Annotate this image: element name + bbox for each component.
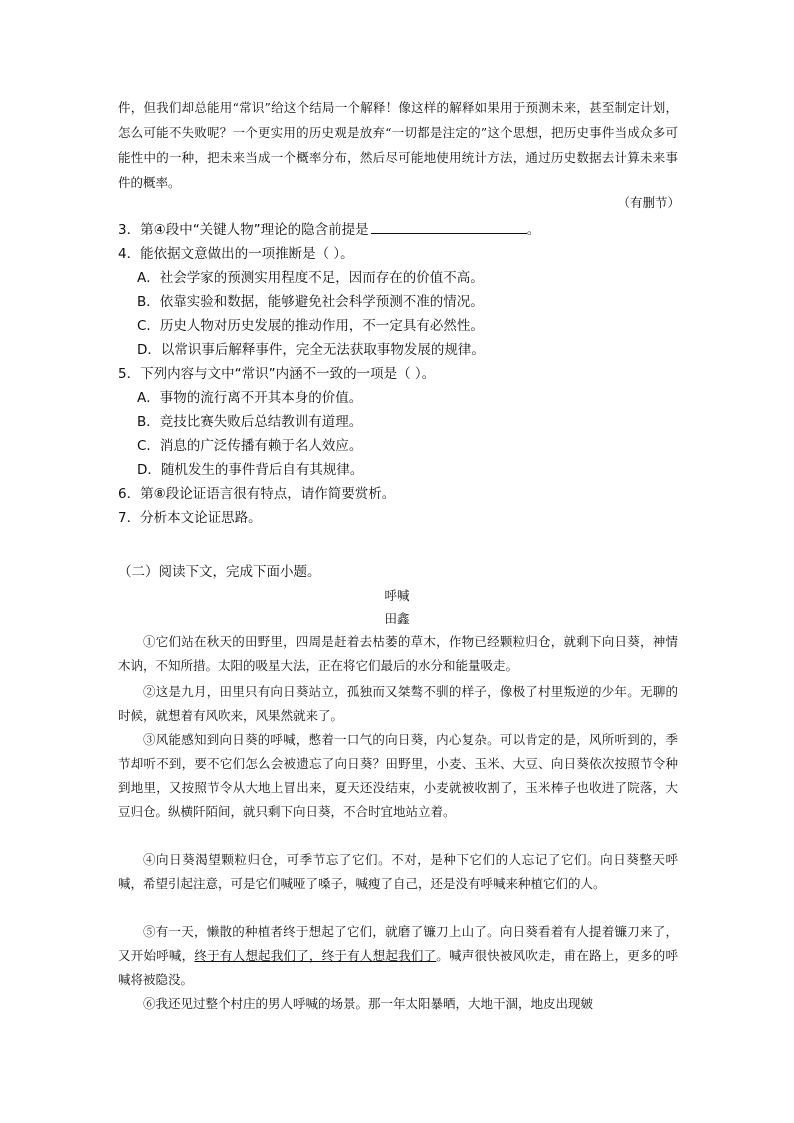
question-3-end: 。	[526, 222, 541, 238]
question-4-option-b: B．依靠实验和数据，能够避免社会科学预测不准的情况。	[137, 294, 484, 310]
paragraph-4: ④向日葵渴望颗粒归仓，可季节忘了它们。不对，是种下它们的人忘记了它们。向日葵整天呼喊，希望引起注意，可是它们喊哑了嗓子，喊瘦了自己，还是没有呼喊来种植它们的人。	[118, 852, 678, 891]
paragraph-6: ⑥我还见过整个村庄的男人呼喊的场景。那一年太阳暴晒，大地干涸，地皮出现皴	[143, 996, 594, 1011]
paragraph-2: ②这是九月，田里只有向日葵站立，孤独而又桀骜不驯的样子，像极了村里叛逆的少年。无聊的时候，就想着有风吹来，风果然就来了。	[118, 684, 678, 723]
paragraph-5-after: 。喊声很快被风吹走，甫在路上，更多的呼喊将被隐没。	[118, 948, 678, 987]
question-5-option-c: C．消息的广泛传播有赖于名人效应。	[137, 438, 363, 454]
question-5-option-a: A．事物的流行离不开其本身的价值。	[137, 390, 363, 406]
answer-blank[interactable]	[371, 219, 527, 234]
passage-author: 田鑫	[384, 611, 410, 626]
question-6: 6．第⑧段论证语言很有特点，请作简要赏析。	[118, 486, 396, 502]
question-4-option-d: D．以常识事后解释事件，完全无法获取事物发展的规律。	[137, 342, 485, 358]
passage1-text: 件，但我们却总能用“常识”给这个结局一个解释！像这样的解释如果用于预测未来，甚至制定计划，怎么可能不失败呢？一个更实用的历史观是放弃“一切都是注定的”这个思想，把历史事件当成众多可能性中的一种，把未来当成一个概率分布，然后尽可能地使用统计方法，通过历史数据去计算未来事件的概率。	[118, 100, 678, 190]
question-7: 7．分析本文论证思路。	[118, 510, 262, 526]
paragraph-5-before: ⑤有一天，懒散的种植者终于想起了它们，就磨了镰刀上山了。向日葵看着有人提着镰刀来了，又开始呼喊，	[118, 924, 678, 963]
section-2-heading: （二）阅读下文，完成下面小题。	[118, 564, 321, 580]
underlined-phrase: 终于有人想起我们了，终于有人想起我们了	[194, 948, 437, 963]
question-5-option-d: D．随机发生的事件背后自有其规律。	[137, 462, 364, 478]
question-5-option-b: B．竞技比赛失败后总结教训有道理。	[137, 414, 363, 430]
abridged-note: （有删节）	[617, 195, 680, 210]
passage-title: 呼喊	[384, 588, 410, 603]
question-5: 5．下列内容与文中“常识”内涵不一致的一项是（ ）。	[118, 366, 436, 382]
question-4: 4．能依据文意做出的一项推断是（ ）。	[118, 246, 354, 262]
paragraph-5	[118, 920, 678, 992]
question-4-option-a: A．社会学家的预测实用程度不足，因而存在的价值不高。	[137, 270, 484, 286]
paragraph-3: ③风能感知到向日葵的呼喊，憋着一口气的向日葵，内心复杂。可以肯定的是，风所听到的，季节却听不到，要不它们怎么会被遗忘了向日葵？田野里，小麦、玉米、大豆、向日葵依次按照节令种到地里，又按照节令从大地上冒出来，夏天还没结束，小麦就被收割了，玉米棒子也收进了院落，大豆归仓。纵横阡陌间，就只剩下向日葵，不合时宜地站立着。	[118, 732, 678, 819]
question-3	[118, 219, 540, 241]
question-4-option-c: C．历史人物对历史发展的推动作用，不一定具有必然性。	[137, 318, 484, 334]
question-3-stem: 3．第④段中“关键人物”理论的隐含前提是	[118, 222, 369, 238]
paragraph-1: ①它们站在秋天的田野里，四周是赶着去枯萎的草木，作物已经颗粒归仓，就剩下向日葵，神情木讷，不知所措。太阳的吸星大法，正在将它们最后的水分和能量吸走。	[118, 634, 678, 673]
